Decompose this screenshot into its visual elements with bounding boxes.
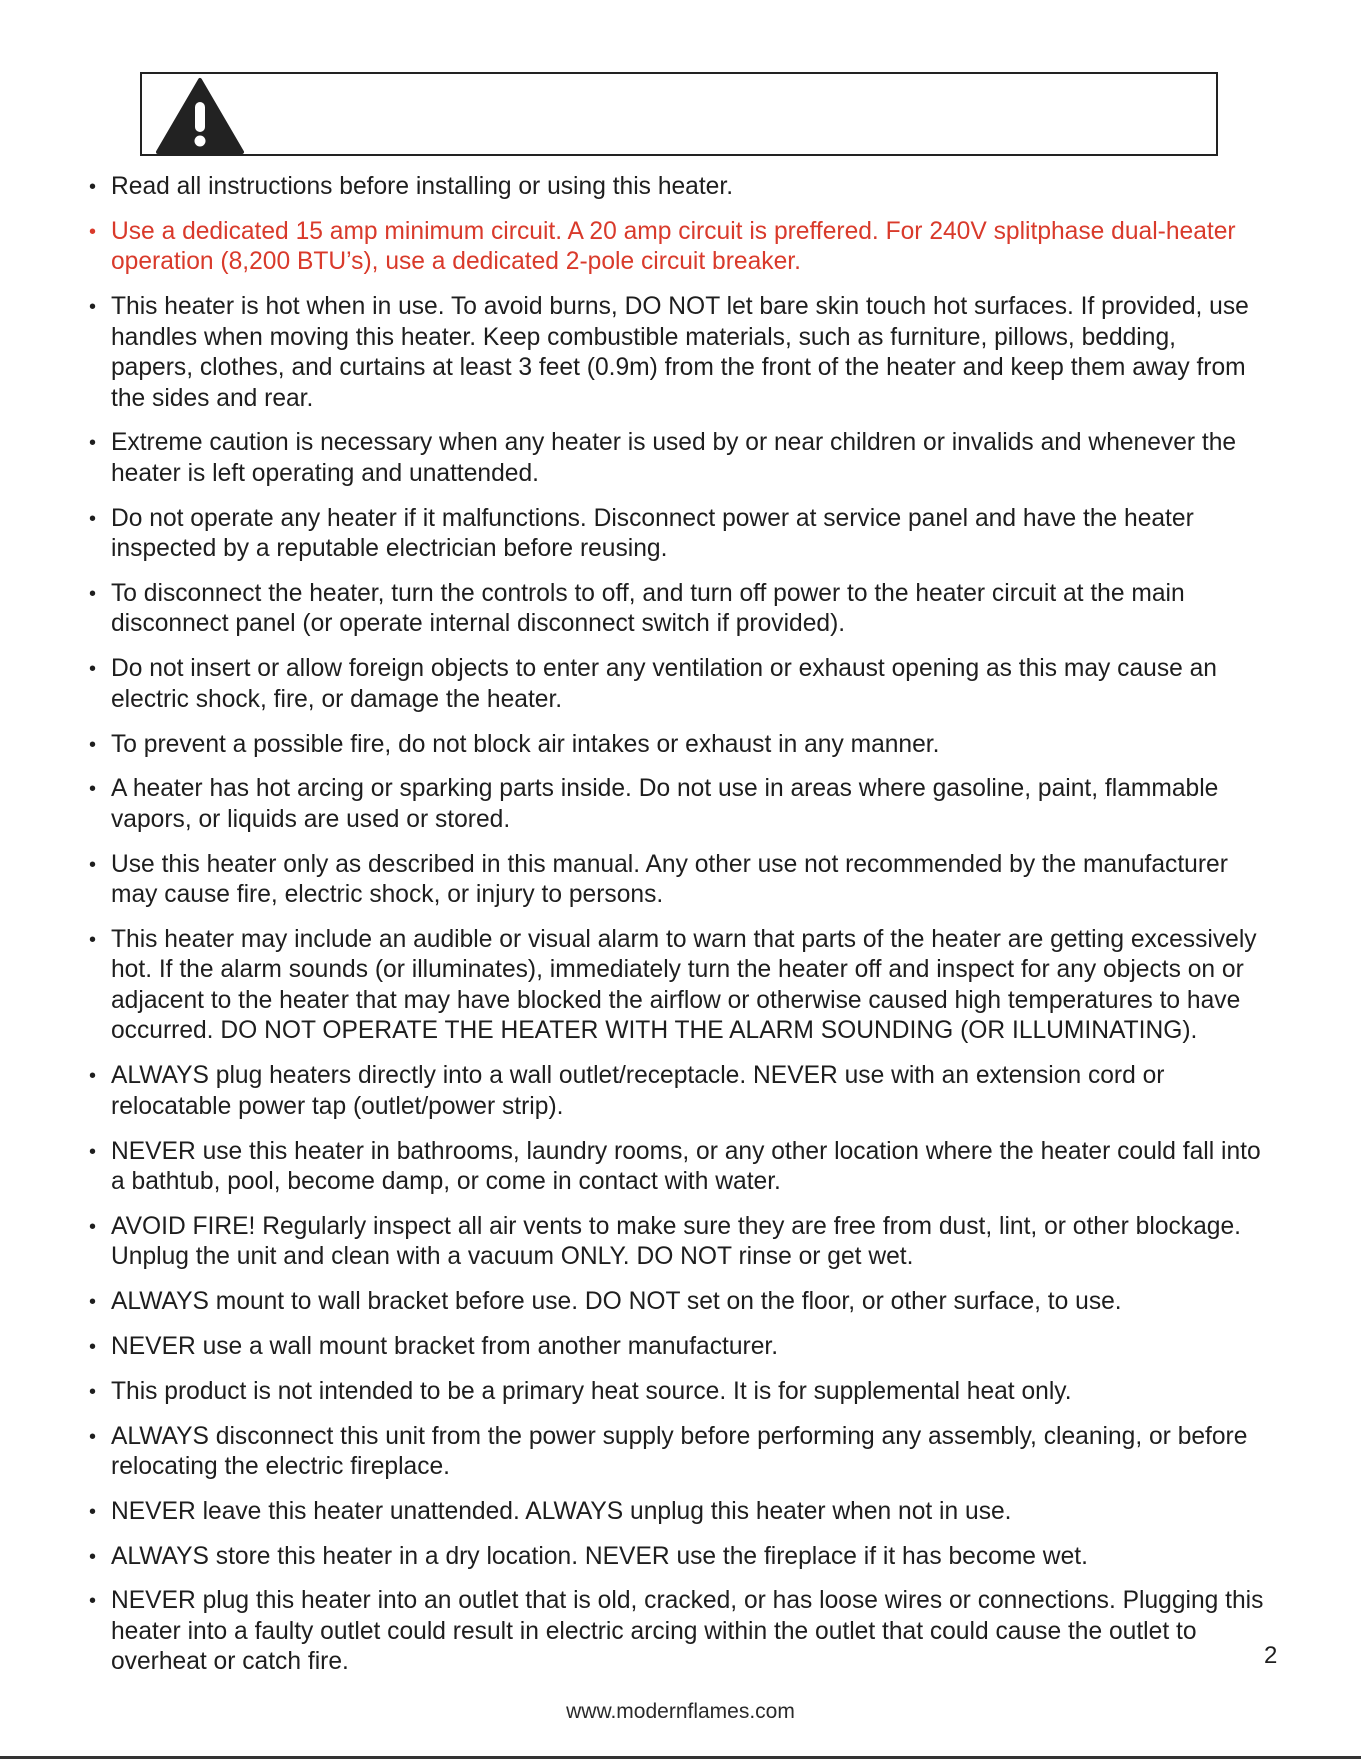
list-item [84, 774, 1264, 835]
list-item [84, 1137, 1264, 1198]
list-item-text: Extreme caution is necessary when any heater is used by or near children or invalids and whenever the heater is left operating and unattended. [111, 429, 1237, 487]
list-item [84, 1332, 1264, 1363]
bullet-icon: • [89, 1425, 97, 1448]
bullet-icon: • [89, 1545, 97, 1568]
footer-url: www.modernflames.com [566, 1700, 795, 1723]
list-item-text: To disconnect the heater, turn the controls to off, and turn off power to the heater circuit at the main disconnect panel (or operate internal disconnect switch if provided). [111, 579, 1185, 638]
list-item [84, 1212, 1264, 1273]
bullet-icon: • [89, 1590, 97, 1613]
warning-triangle-icon [154, 76, 246, 156]
list-item-text: NEVER use this heater in bathrooms, laundry rooms, or any other location where the heater could fall into a bathtub, pool, become damp, or come in contact with water. [111, 1137, 1261, 1196]
list-item [84, 1061, 1264, 1122]
bullet-icon: • [89, 1065, 97, 1088]
list-item-text: ALWAYS mount to wall bracket before use. DO NOT set on the floor, or other surface, to use. [111, 1288, 1122, 1316]
bullet-icon: • [89, 176, 97, 198]
list-item-text: This heater may include an audible or visual alarm to warn that parts of the heater are getting excessively hot. If the alarm sounds (or illuminates), immediately turn the heater off and inspect for any objects on or adjacent to the heater that may have blocked the airflow or otherwise caused high temperatures to have occurred. DO NOT OPERATE THE HEATER WITH THE ALARM SOUNDING (OR ILLUMINATING). [111, 925, 1257, 1045]
list-item [84, 654, 1264, 715]
list-item-text: Do not operate any heater if it malfunctions. Disconnect power at service panel and have the heater inspected by a reputable electrician before reusing. [111, 504, 1194, 563]
list-item [84, 1497, 1264, 1528]
bottom-rule [0, 1756, 1361, 1759]
bullet-icon: • [89, 1500, 97, 1523]
list-item [84, 1422, 1264, 1483]
list-item-text: ALWAYS store this heater in a dry location. NEVER use the fireplace if it has become wet. [111, 1542, 1088, 1570]
list-item [84, 172, 1264, 203]
bullet-icon: • [89, 296, 97, 319]
list-item-alert [84, 217, 1264, 278]
bullet-icon: • [89, 1140, 97, 1163]
list-item-text: Do not insert or allow foreign objects to enter any ventilation or exhaust opening as this may cause an electric shock, fire, or damage the heater. [111, 655, 1217, 713]
list-item [84, 730, 1264, 761]
bullet-icon: • [89, 778, 97, 801]
bullet-icon: • [89, 928, 97, 951]
list-item-text: This product is not intended to be a primary heat source. It is for supplemental heat only. [111, 1377, 1072, 1405]
list-item [84, 850, 1264, 911]
bullet-icon: • [89, 220, 97, 243]
list-item [84, 925, 1264, 1047]
list-item-text: AVOID FIRE! Regularly inspect all air vents to make sure they are free from dust, lint, or other blockage. Unplug the unit and clean with a vacuum ONLY. DO NOT rinse or get wet. [111, 1212, 1241, 1271]
list-item [84, 1586, 1264, 1678]
bullet-icon: • [89, 658, 97, 681]
bullet-icon: • [89, 1291, 97, 1314]
list-item-text: NEVER use a wall mount bracket from another manufacturer. [111, 1332, 779, 1360]
bullet-icon: • [89, 1335, 97, 1358]
list-item [84, 1542, 1264, 1573]
bullet-icon: • [89, 582, 97, 605]
list-item-text: ALWAYS disconnect this unit from the power supply before performing any assembly, cleaning, or before relocating the electric fireplace. [111, 1422, 1248, 1481]
safety-instructions-list [84, 172, 1264, 1692]
bullet-icon: • [89, 853, 97, 876]
bullet-icon: • [89, 1215, 97, 1238]
list-item [84, 428, 1264, 489]
list-item-text: ALWAYS plug heaters directly into a wall outlet/receptacle. NEVER use with an extension cord or relocatable power tap (outlet/power strip). [111, 1062, 1165, 1120]
bullet-icon: • [89, 507, 97, 530]
bullet-icon: • [89, 733, 97, 756]
page-number: 2 [1264, 1642, 1278, 1669]
list-item-text: Use this heater only as described in this manual. Any other use not recommended by the manufacturer may cause fire, electric shock, or injury to persons. [111, 850, 1228, 909]
list-item-text: NEVER plug this heater into an outlet that is old, cracked, or has loose wires or connections. Plugging this heater into a faulty outlet could result in electric arcing within the outlet that could cause the outlet to overheat or catch fire. [111, 1587, 1264, 1676]
list-item-text: NEVER leave this heater unattended. ALWAYS unplug this heater when not in use. [111, 1497, 1012, 1525]
list-item [84, 579, 1264, 640]
list-item [84, 504, 1264, 565]
list-item [84, 1287, 1264, 1318]
bullet-icon: • [89, 432, 97, 455]
list-item-text: To prevent a possible fire, do not block air intakes or exhaust in any manner. [111, 730, 940, 758]
warning-banner [140, 72, 1218, 156]
list-item-text: Read all instructions before installing or using this heater. [111, 173, 734, 200]
list-item-text: Use a dedicated 15 amp minimum circuit. A 20 amp circuit is preffered. For 240V splitphase dual-heater operation (8,200 BTU’s), use a dedicated 2-pole circuit breaker. [111, 217, 1236, 276]
list-item [84, 1377, 1264, 1408]
list-item-text: This heater is hot when in use. To avoid burns, DO NOT let bare skin touch hot surfaces. If provided, use handles when moving this heater. Keep combustible materials, such as furniture, pillows, bedding, papers, clothes, and curtains at least 3 feet (0.9m) from the front of the heater and keep them away from the sides and rear. [111, 293, 1249, 412]
list-item [84, 292, 1264, 414]
bullet-icon: • [89, 1380, 97, 1403]
list-item-text: A heater has hot arcing or sparking parts inside. Do not use in areas where gasoline, paint, flammable vapors, or liquids are used or stored. [111, 775, 1219, 833]
